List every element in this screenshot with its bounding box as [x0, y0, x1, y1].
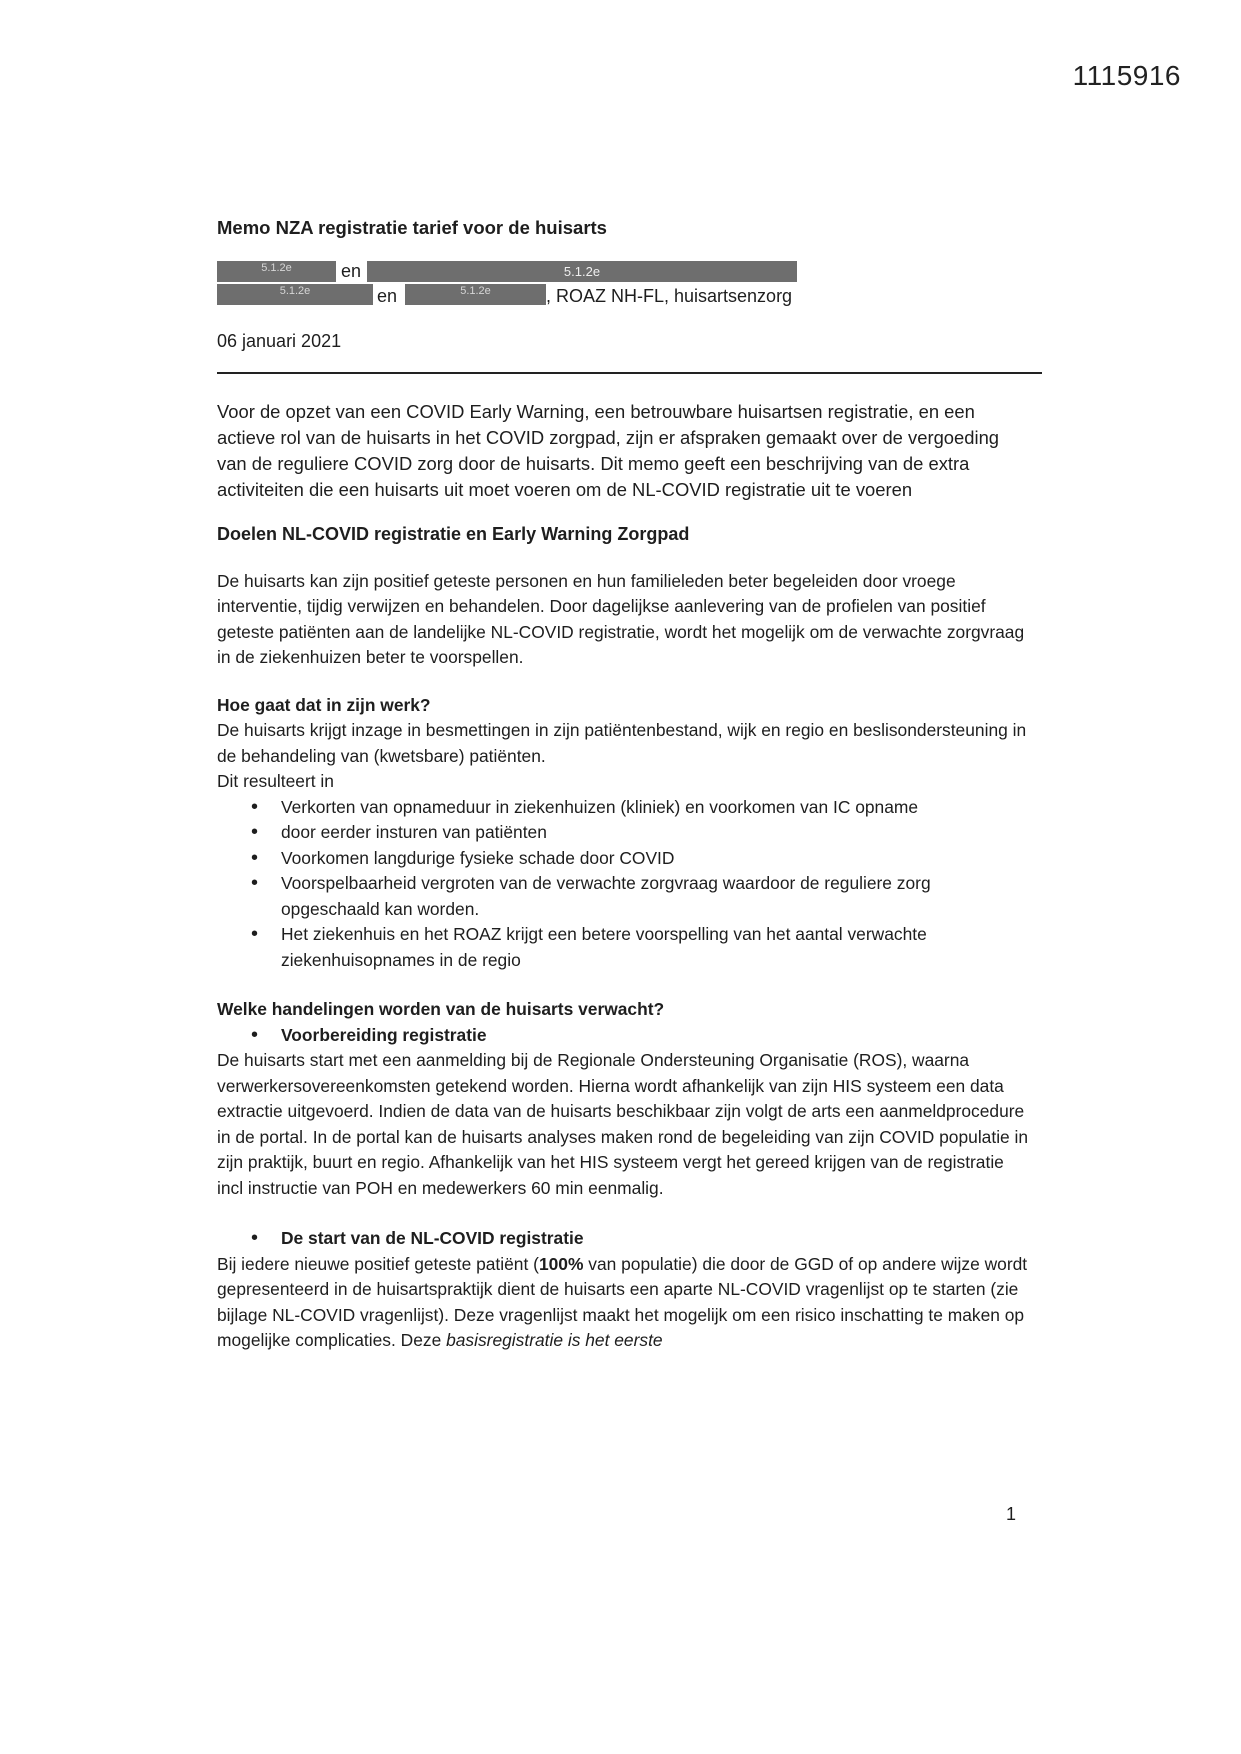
goals-paragraph: De huisarts kan zijn positief geteste personen en hun familieleden beter begeleiden door vroege interventie, tijdig verwijzen en behandelen. Door dagelijkse aanlevering van de profielen van positief geteste patiënten aan de landelijke NL-COVID registratie, wordt het mogelijk om de verwachte zorgvraag in de ziekenhuizen beter te voorspellen.	[217, 570, 1025, 667]
section-heading-actions: Welke handelingen worden van de huisarts verwacht?	[217, 999, 665, 1019]
divider	[217, 372, 1042, 374]
list-item: • Het ziekenhuis en het ROAZ krijgt een betere voorspelling van het aantal verwachte ziekenhuisopnames in de regio	[217, 922, 1030, 973]
author-affiliation: , ROAZ NH-FL, huisartsenzorg	[546, 286, 793, 306]
subheading-start: • De start van de NL-COVID registratie	[217, 1226, 1030, 1252]
start-text-italic: basisregistratie is het eerste	[446, 1330, 663, 1350]
author-line-2	[217, 284, 1030, 309]
memo-date: 06 januari 2021	[217, 331, 342, 351]
start-percentage: 100%	[538, 1253, 584, 1274]
list-item: • Verkorten van opnameduur in ziekenhuizen (kliniek) en voorkomen van IC opname	[217, 795, 1030, 821]
redaction-block: 5.1.2e	[217, 284, 373, 305]
redaction-block: 5.1.2e	[405, 284, 546, 305]
memo-content	[217, 215, 1030, 1354]
list-item: • door eerder insturen van patiënten	[217, 820, 1030, 846]
page-number: 1	[1006, 1504, 1017, 1524]
start-text-b: van populatie) die door de GGD of op andere wijze wordt gepresenteerd in de huisartspraktijk dient de huisarts een aparte NL-COVID vragenlijst op te starten (zie bijlage NL-COVID vragenlijst). Deze vragenlijst maakt het mogelijk om een risico inschatting te maken op mogelijke complicaties. Deze	[217, 1253, 1028, 1350]
redaction-block: 5.1.2e	[217, 261, 336, 282]
section-heading-goals: Doelen NL-COVID registratie en Early Warning Zorgpad	[217, 523, 690, 544]
document-number: 1115916	[1072, 60, 1181, 91]
start-paragraph	[217, 1252, 1030, 1354]
subheading-preparation: • Voorbereiding registratie	[217, 1023, 1030, 1049]
author-line-1	[217, 259, 1030, 284]
intro-paragraph: Voor de opzet van een COVID Early Warning, een betrouwbare huisartsen registratie, en een actieve rol van de huisarts in het COVID zorgpad, zijn er afspraken gemaakt over de vergoeding van de reguliere COVID zorg door de huisarts. Dit memo geeft een beschrijving van de extra activiteiten die een huisarts uit moet voeren om de NL-COVID registratie uit te voeren	[217, 400, 1000, 500]
list-item: • Voorspelbaarheid vergroten van de verwachte zorgvraag waardoor de reguliere zorg opgeschaald kan worden.	[217, 871, 1030, 922]
list-item: • Voorkomen langdurige fysieke schade door COVID	[217, 846, 1030, 872]
how-paragraph: De huisarts krijgt inzage in besmettingen in zijn patiëntenbestand, wijk en regio en beslisondersteuning in de behandeling van (kwetsbare) patiënten.	[217, 720, 1027, 766]
memo-title: Memo NZA registratie tarief voor de huisarts	[217, 217, 607, 238]
preparation-paragraph: De huisarts start met een aanmelding bij de Regionale Ondersteuning Organisatie (ROS), waarna verwerkersovereenkomsten getekend worden. Hierna wordt afhankelijk van zijn HIS systeem een data extractie uitgevoerd. Indien de data van de huisarts beschikbaar zijn volgt de arts een aanmeldprocedure in de portal. In de portal kan de huisarts analyses maken rond de begeleiding van zijn COVID populatie in zijn praktijk, buurt en regio. Afhankelijk van het HIS systeem vergt het gereed krijgen van de registratie incl instructie van POH en medewerkers 60 min eenmalig.	[217, 1050, 1029, 1198]
redaction-block: 5.1.2e	[367, 261, 797, 282]
start-text-a: Bij iedere nieuwe positief geteste patiënt (	[217, 1253, 539, 1274]
author-conjunction: en	[341, 261, 362, 281]
results-lead: Dit resulteert in	[217, 771, 334, 791]
section-heading-how: Hoe gaat dat in zijn werk?	[217, 694, 431, 715]
spacer	[217, 1201, 1030, 1226]
author-conjunction: en	[377, 286, 398, 306]
results-list	[217, 795, 1030, 974]
